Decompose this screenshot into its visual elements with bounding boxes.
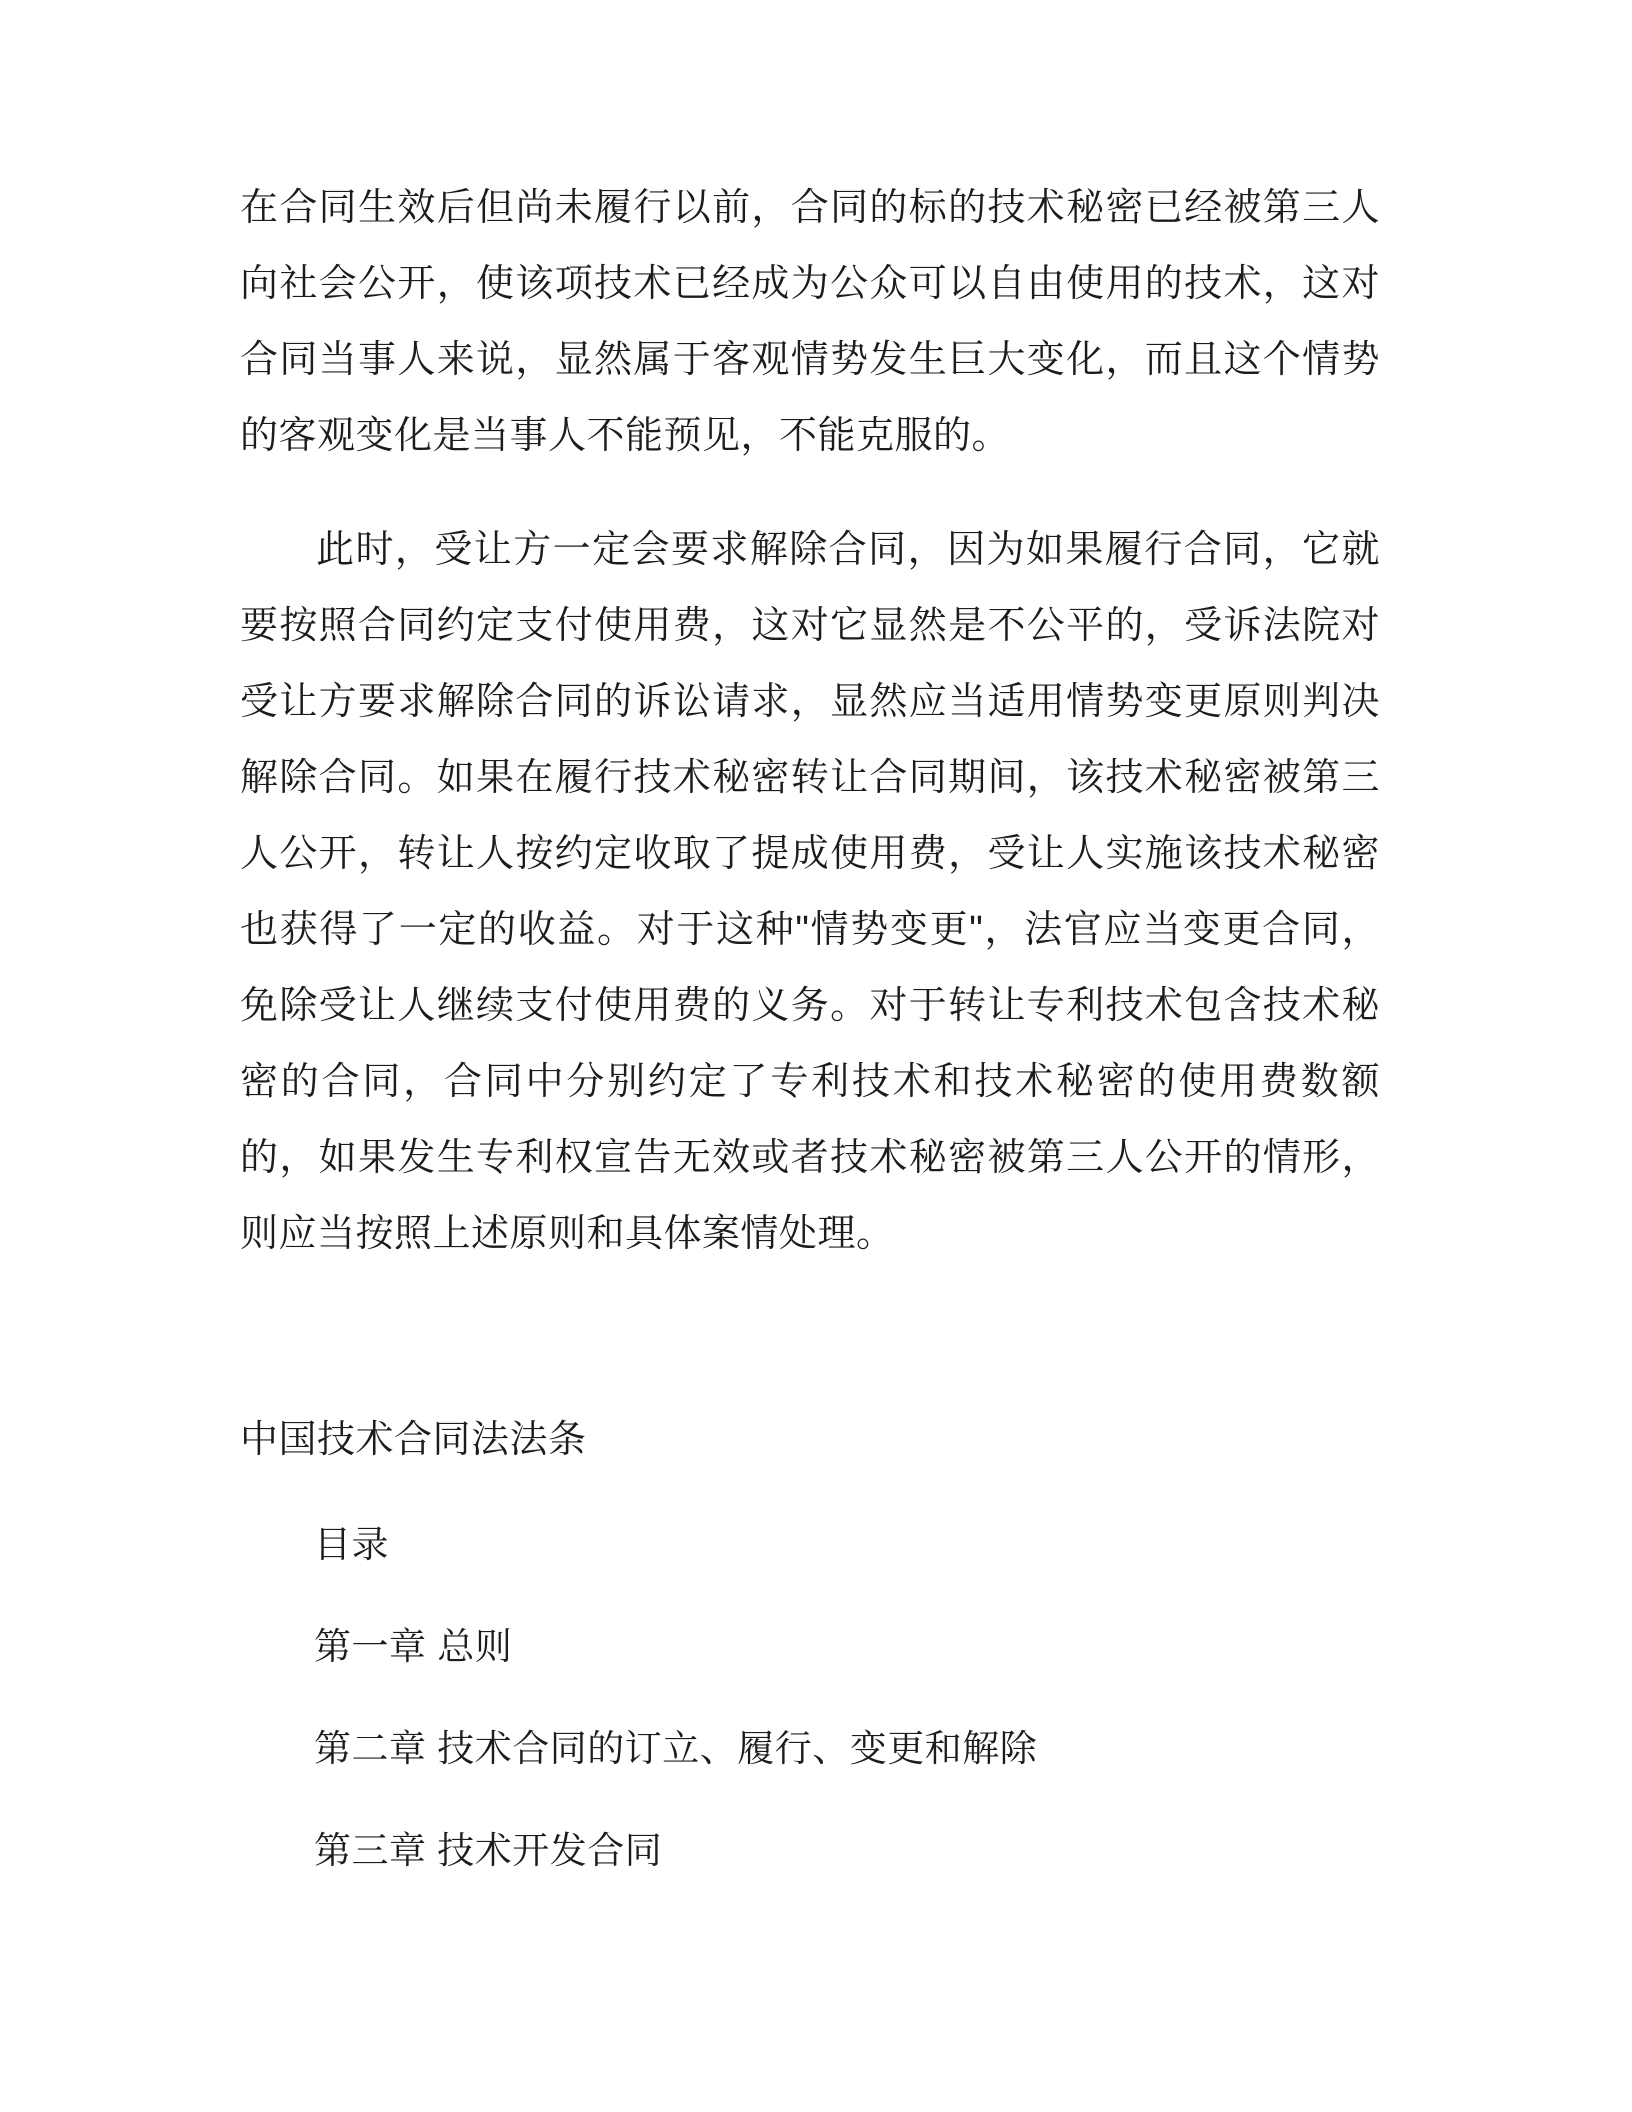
toc-title: 目录 [314, 1524, 389, 1565]
body-paragraph-2: 此时，受让方一定会要求解除合同，因为如果履行合同，它就要按照合同约定支付使用费，这对它显然是不公平的，受诉法院对受让方要求解除合同的诉讼请求，显然应当适用情势变更原则判决解除合同。如果在履行技术秘密转让合同期间，该技术秘密被第三人公开，转让人按约定收取了提成使用费，受让人实施该技术秘密也获得了一定的收益。对于这种"情势变更"，法官应当变更合同，免除受让人继续支付使用费的义务。对于转让专利技术包含技术秘密的合同，合同中分别约定了专利技术和技术秘密的使用费数额的，如果发生专利权宣告无效或者技术秘密被第三人公开的情形，则应当按照上述原则和具体案情处理。 [240, 529, 1380, 1255]
document-content [240, 170, 1380, 1888]
toc-item-chapter-3: 第三章 技术开发合同 [314, 1830, 663, 1871]
section-heading: 中国技术合同法法条 [240, 1419, 587, 1461]
toc-item-chapter-2: 第二章 技术合同的订立、履行、变更和解除 [314, 1728, 1038, 1769]
toc-item-chapter-1: 第一章 总则 [314, 1626, 513, 1667]
body-paragraph-1: 在合同生效后但尚未履行以前，合同的标的技术秘密已经被第三人向社会公开，使该项技术已经成为公众可以自由使用的技术，这对合同当事人来说，显然属于客观情势发生巨大变化，而且这个情势的客观变化是当事人不能预见，不能克服的。 [240, 187, 1380, 457]
